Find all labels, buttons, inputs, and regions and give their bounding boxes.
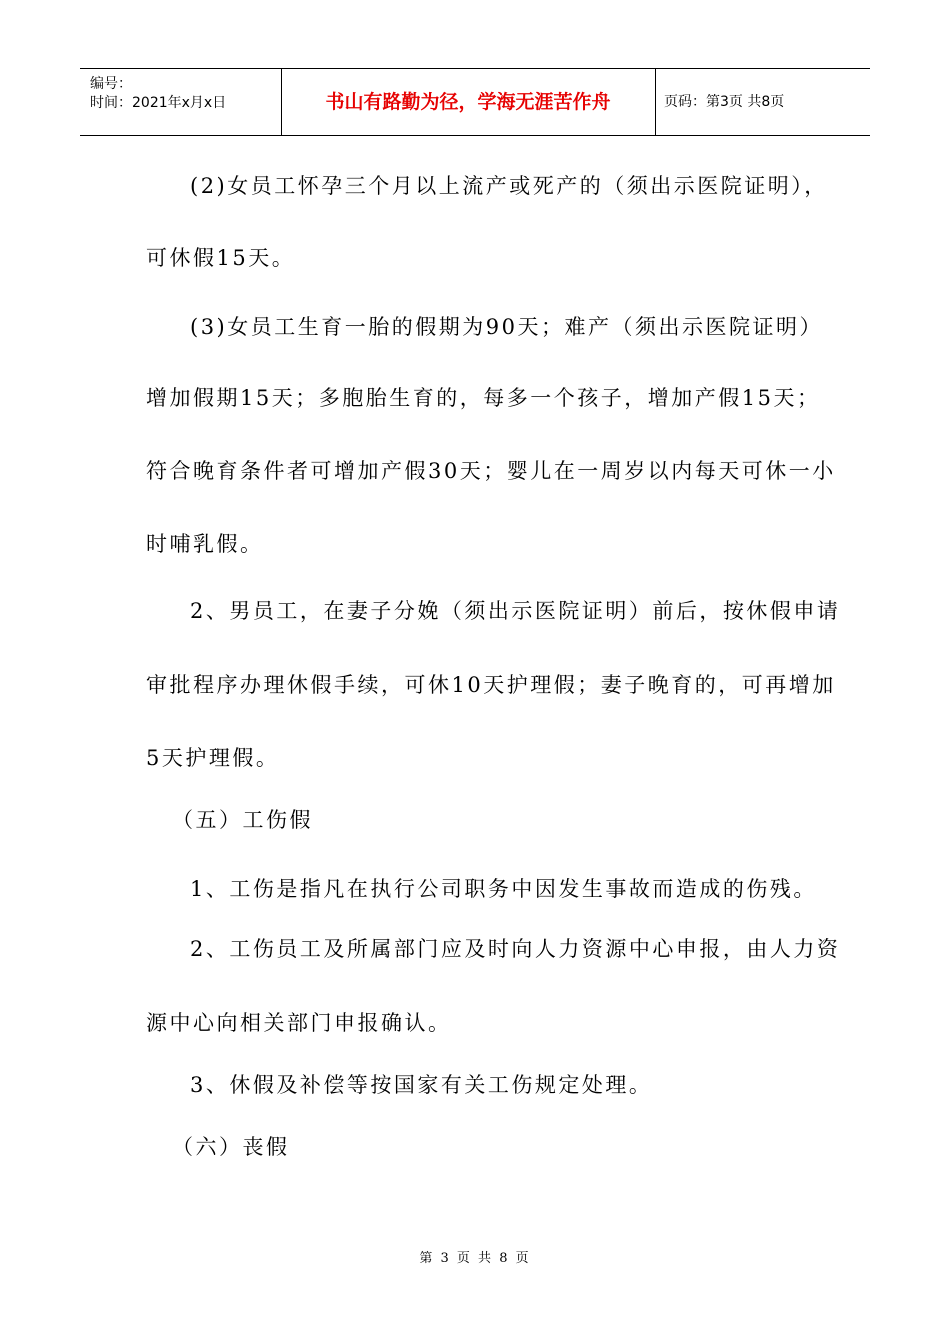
header-number-label: 编号： (90, 76, 132, 92)
section-heading: （六）丧假 (172, 1135, 290, 1159)
paragraph-line: 时哺乳假。 (146, 532, 264, 556)
paragraph-line: 1、工伤是指凡在执行公司职务中因发生事故而造成的伤残。 (190, 877, 817, 901)
paragraph-line: 审批程序办理休假手续，可休10天护理假；妻子晚育的，可再增加 (146, 673, 836, 697)
paragraph-line: 2、男员工，在妻子分娩（须出示医院证明）前后，按休假申请 (190, 599, 841, 623)
page-header (80, 68, 870, 136)
paragraph-line: 3、休假及补偿等按国家有关工伤规定处理。 (190, 1073, 653, 1097)
paragraph-line: (3)女员工生育一胎的假期为90天；难产（须出示医院证明） (190, 315, 823, 339)
paragraph-line: 增加假期15天；多胞胎生育的，每多一个孩子，增加产假15天； (146, 386, 821, 410)
paragraph-line: 2、工伤员工及所属部门应及时向人力资源中心申报，由人力资 (190, 937, 841, 961)
paragraph-line: 5天护理假。 (146, 746, 280, 770)
header-time-label: 时间：2021年x月x日 (90, 95, 227, 111)
page-footer: 第 3 页 共 8 页 (419, 1251, 531, 1266)
paragraph-line: 符合晚育条件者可增加产假30天；婴儿在一周岁以内每天可休一小 (146, 459, 836, 483)
header-motto: 书山有路勤为径，学海无涯苦作舟 (325, 91, 611, 113)
section-heading: （五）工伤假 (172, 808, 313, 832)
paragraph-line: 源中心向相关部门申报确认。 (146, 1011, 452, 1035)
paragraph-line: 可休假15天。 (146, 246, 296, 270)
header-page-number: 页码：第3页 共8页 (664, 94, 785, 110)
paragraph-line: (2)女员工怀孕三个月以上流产或死产的（须出示医院证明）， (190, 174, 828, 198)
header-divider (655, 69, 656, 135)
header-meta (90, 75, 226, 113)
